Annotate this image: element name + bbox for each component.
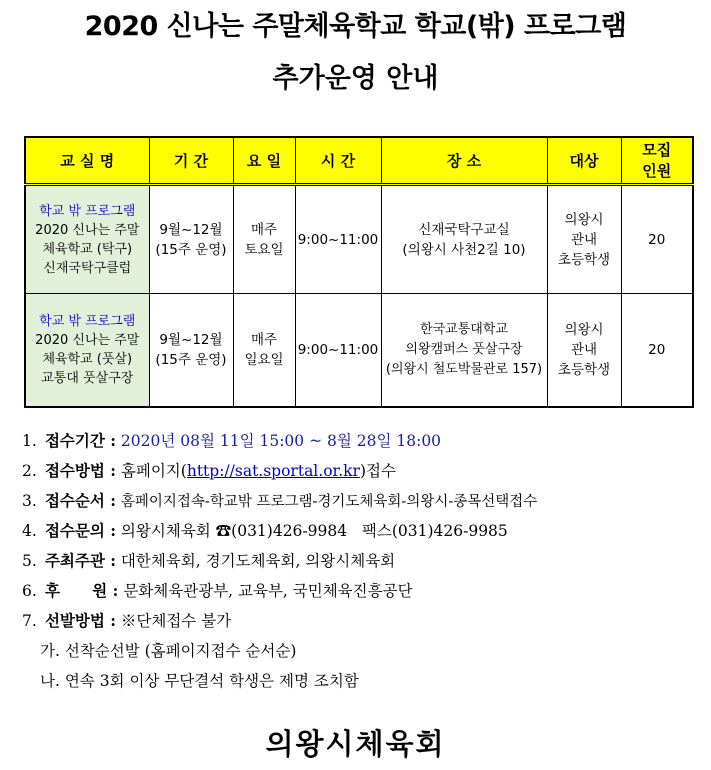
item-number: 6. (22, 582, 37, 600)
target-cell: 의왕시 관내 초등학생 (547, 294, 621, 408)
program-name: 2020 신나는 주말 체육학교 (탁구) 신재국탁구클럽 (35, 222, 140, 276)
info-item-sponsor (22, 576, 702, 606)
item-number: 2. (22, 462, 37, 480)
item-number: 5. (22, 552, 37, 570)
header-capacity: 모집 인원 (621, 137, 693, 185)
item-value: ※단체접수 불가 (120, 612, 232, 630)
item-value: 의왕시체육회 ☎(031)426-9984 팩스(031)426-9985 (120, 522, 508, 540)
item-label: 선발방법 : (44, 611, 116, 630)
header-place: 장 소 (381, 137, 547, 185)
item-value: 2020년 08월 11일 15:00 ~ 8월 28일 18:00 (120, 432, 442, 450)
time-cell: 9:00~11:00 (295, 294, 381, 408)
item-label: 접수문의 : (44, 521, 116, 540)
header-period: 기 간 (149, 137, 233, 185)
info-subitem-a: 가. 선착순선발 (홈페이지접수 순서순) (40, 642, 297, 660)
capacity-cell: 20 (621, 294, 693, 408)
capacity-cell: 20 (621, 185, 693, 294)
info-list (22, 426, 702, 696)
header-day: 요 일 (233, 137, 295, 185)
program-name: 2020 신나는 주말 체육학교 (풋살) 교통대 풋살구장 (35, 333, 140, 386)
table-header-row (25, 137, 693, 185)
header-time: 시 간 (295, 137, 381, 185)
place-cell: 신재국탁구교실 (의왕시 사천2길 10) (381, 185, 547, 294)
program-tag: 학교 밖 프로그램 (39, 203, 136, 219)
info-item-contact (22, 516, 702, 546)
day-cell: 매주 일요일 (233, 294, 295, 408)
time-cell: 9:00~11:00 (295, 185, 381, 294)
table-row (25, 294, 693, 408)
program-cell (25, 185, 149, 294)
period-cell: 9월~12월 (15주 운영) (149, 185, 233, 294)
header-target: 대상 (547, 137, 621, 185)
item-number: 7. (22, 612, 37, 630)
header-classroom: 교 실 명 (25, 137, 149, 185)
place-cell: 한국교통대학교 의왕캠퍼스 풋살구장 (의왕시 철도박물관로 157) (381, 294, 547, 408)
item-value: 홈페이지( (120, 462, 187, 480)
page-title: 2020 신나는 주말체육학교 학교(밖) 프로그램 (84, 11, 627, 42)
program-table (24, 136, 694, 408)
item-value: 홈페이지접속-학교밖 프로그램-경기도체육회-의왕시-종목선택접수 (120, 494, 538, 510)
page-subtitle: 추가운영 안내 (272, 63, 439, 94)
item-label: 접수기간 : (44, 431, 116, 450)
signup-link[interactable]: http://sat.sportal.or.kr (186, 462, 360, 480)
item-number: 4. (22, 522, 37, 540)
item-value: 대한체육회, 경기도체육회, 의왕시체육회 (120, 552, 396, 570)
info-item-order (22, 486, 702, 516)
target-cell: 의왕시 관내 초등학생 (547, 185, 621, 294)
info-item-period (22, 426, 702, 456)
item-number: 1. (22, 432, 37, 450)
info-subitem-b: 나. 연속 3회 이상 무단결석 학생은 제명 조치함 (40, 672, 359, 690)
item-label: 후 원 : (44, 581, 119, 600)
item-value-suffix: )접수 (359, 462, 396, 480)
table-row (25, 185, 693, 294)
info-item-host (22, 546, 702, 576)
item-label: 접수방법 : (44, 461, 116, 480)
organization-name: 의왕시체육회 (265, 727, 446, 761)
item-label: 주최주관 : (44, 551, 116, 570)
program-tag: 학교 밖 프로그램 (39, 314, 136, 329)
info-item-method (22, 456, 702, 486)
program-cell (25, 294, 149, 408)
info-item-selection (22, 606, 702, 636)
item-number: 3. (22, 492, 37, 510)
period-cell: 9월~12월 (15주 운영) (149, 294, 233, 408)
day-cell: 매주 토요일 (233, 185, 295, 294)
item-value: 문화체육관광부, 교육부, 국민체육진흥공단 (123, 582, 413, 600)
item-label: 접수순서 : (44, 491, 116, 510)
